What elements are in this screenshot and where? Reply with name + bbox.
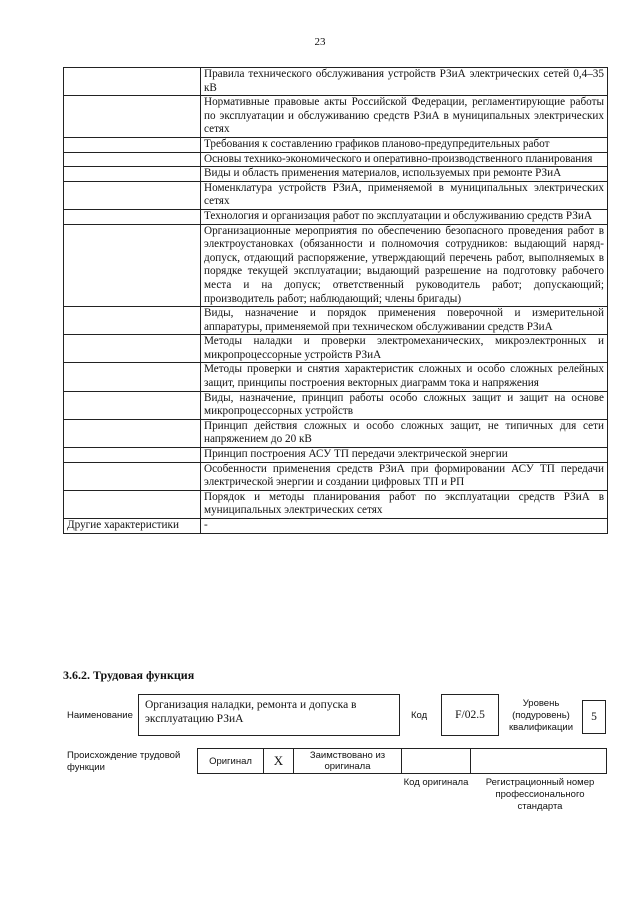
table-row bbox=[64, 419, 608, 447]
table-row bbox=[64, 490, 608, 518]
row-text: Методы наладки и проверки электромеханических, микроэлектронных и микропроцессорные устройств РЗиА bbox=[201, 335, 608, 363]
row-text: Виды, назначение, принцип работы особо сложных защит и защит на основе микропроцессорных устройств bbox=[201, 391, 608, 419]
row-text: Виды и область применения материалов, используемых при ремонте РЗиА bbox=[201, 167, 608, 182]
row-label bbox=[64, 96, 201, 138]
name-value: Организация наладки, ремонта и допуска в эксплуатацию РЗиА bbox=[145, 699, 357, 725]
table-row bbox=[64, 307, 608, 335]
level-value-box bbox=[582, 700, 606, 734]
row-label bbox=[64, 462, 201, 490]
row-label bbox=[64, 419, 201, 447]
reg-number-caption: Регистрационный номер профессионального стандарта bbox=[485, 777, 595, 812]
table-row bbox=[64, 224, 608, 307]
table-row bbox=[64, 363, 608, 391]
table-row bbox=[64, 167, 608, 182]
table-row bbox=[64, 462, 608, 490]
row-label bbox=[64, 335, 201, 363]
table-row bbox=[64, 152, 608, 167]
row-text: Правила технического обслуживания устройств РЗиА электрических сетей 0,4–35 кВ bbox=[201, 68, 608, 96]
page-number: 23 bbox=[314, 36, 326, 48]
row-label bbox=[64, 490, 201, 518]
original-mark: X bbox=[273, 753, 284, 768]
row-text: Номенклатура устройств РЗиА, применяемой в муниципальных электрических сетях bbox=[201, 181, 608, 209]
table-row bbox=[64, 335, 608, 363]
table-row bbox=[64, 391, 608, 419]
row-label bbox=[64, 391, 201, 419]
row-text: Требования к составлению графиков планово-предупредительных работ bbox=[201, 137, 608, 152]
row-label bbox=[64, 152, 201, 167]
row-label bbox=[64, 224, 201, 307]
borrowed-label: Заимствовано из оригинала bbox=[309, 750, 386, 772]
row-text: Организационные мероприятия по обеспечению безопасного проведения работ в электроустановках (обязанности и полномочия сотрудников: выдающий наряд-допуск, отдающий распоряжение, утверждающий перечень работ, выполняемых в порядке текущей эксплуатации; выдающий разрешение на подготовку рабочего места и на допуск; ответственный руководитель работ; допускающий; производитель работ; наблюдающий; члены бригады) bbox=[201, 224, 608, 307]
row-label: Другие характеристики bbox=[64, 519, 201, 534]
row-text: Методы проверки и снятия характеристик сложных и особо сложных релейных защит, принципы построения векторных диаграмм тока и напряжения bbox=[201, 363, 608, 391]
row-text: Принцип действия сложных и особо сложных защит, не типичных для сети напряжением до 20 кВ bbox=[201, 419, 608, 447]
table-row bbox=[64, 137, 608, 152]
origin-label: Происхождение трудовой функции bbox=[67, 750, 181, 773]
row-text: Основы технико-экономического и оперативно-производственного планирования bbox=[201, 152, 608, 167]
code-value-box bbox=[441, 694, 499, 736]
row-text: - bbox=[201, 519, 608, 534]
table-row bbox=[64, 448, 608, 463]
original-code-caption: Код оригинала bbox=[403, 777, 469, 788]
level-label: Уровень (подуровень) квалификации bbox=[508, 698, 574, 733]
row-text: Нормативные правовые акты Российской Федерации, регламентирующие работы по эксплуатации и обслуживанию средств РЗиА в муниципальных электрических сетях bbox=[201, 96, 608, 138]
row-label bbox=[64, 167, 201, 182]
name-label: Наименование bbox=[67, 710, 133, 721]
code-label: Код bbox=[411, 710, 428, 721]
code-value: F/02.5 bbox=[455, 709, 485, 721]
table-row bbox=[64, 209, 608, 224]
level-value: 5 bbox=[591, 711, 597, 723]
section-title: 3.6.2. Трудовая функция bbox=[63, 668, 195, 682]
row-text: Принцип построения АСУ ТП передачи электрической энергии bbox=[201, 448, 608, 463]
requirements-table bbox=[63, 67, 608, 534]
row-label bbox=[64, 363, 201, 391]
name-value-box bbox=[138, 694, 400, 736]
table-row bbox=[64, 181, 608, 209]
row-label bbox=[64, 448, 201, 463]
row-label bbox=[64, 137, 201, 152]
row-text: Виды, назначение и порядок применения поверочной и измерительной аппаратуры, применяемой при техническом обслуживании средств РЗиА bbox=[201, 307, 608, 335]
row-label bbox=[64, 307, 201, 335]
table-row bbox=[64, 519, 608, 534]
row-label bbox=[64, 181, 201, 209]
row-text: Особенности применения средств РЗиА при формировании АСУ ТП передачи электрической энергии и создании цифровых ТП и РП bbox=[201, 462, 608, 490]
row-text: Порядок и методы планирования работ по эксплуатации средств РЗиА в муниципальных электрических сетях bbox=[201, 490, 608, 518]
row-label bbox=[64, 68, 201, 96]
table-row bbox=[64, 68, 608, 96]
table-row bbox=[64, 96, 608, 138]
row-text: Технология и организация работ по эксплуатации и обслуживанию средств РЗиА bbox=[201, 209, 608, 224]
row-label bbox=[64, 209, 201, 224]
original-label: Оригинал bbox=[209, 755, 252, 767]
